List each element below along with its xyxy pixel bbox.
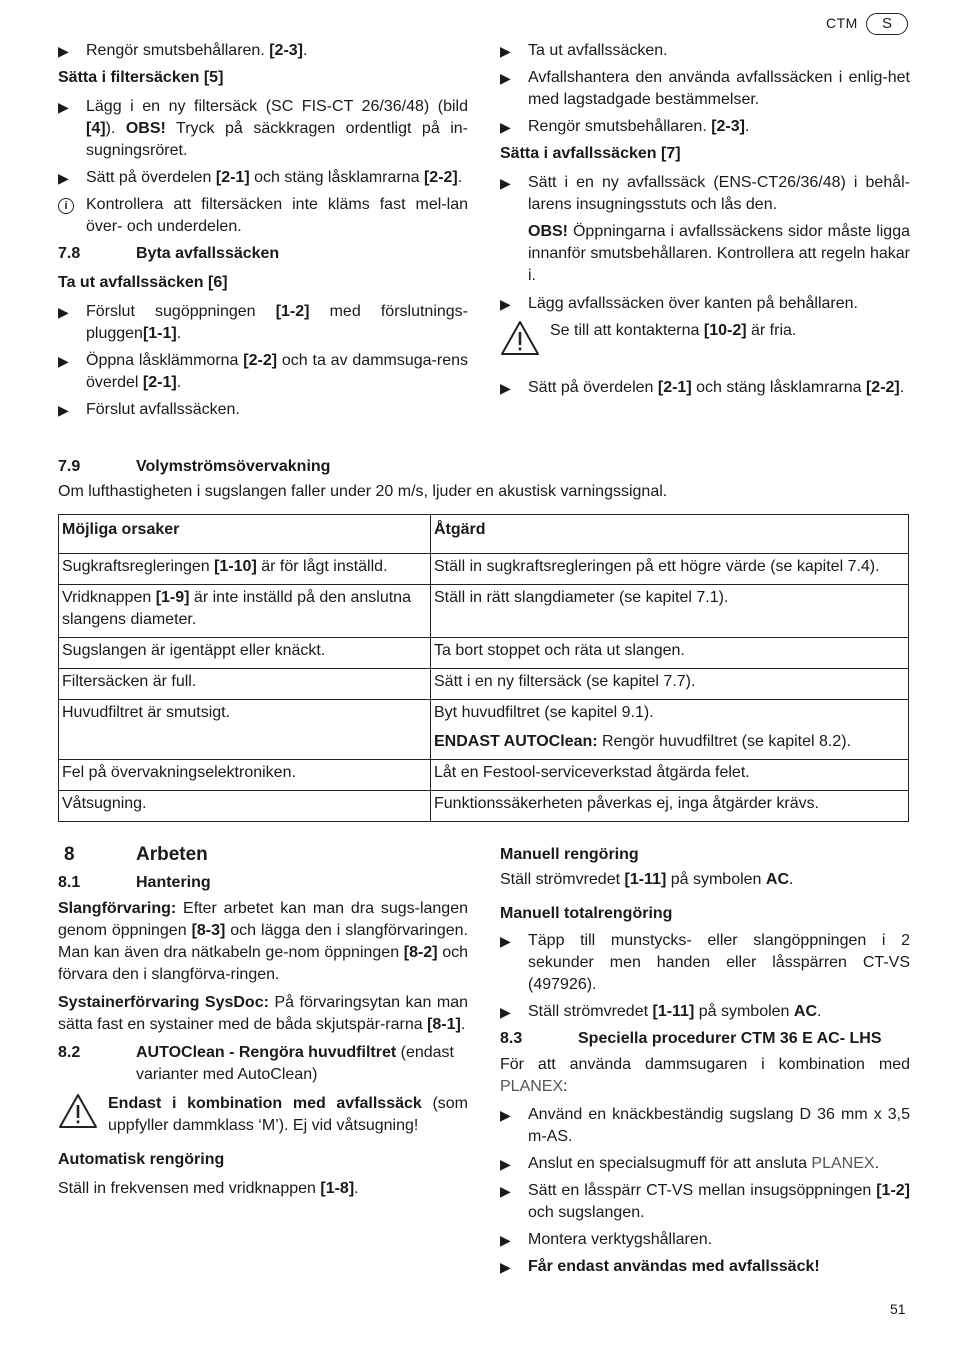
- subheading-insert: Sätta i avfallssäcken [7]: [500, 145, 681, 162]
- paragraph-auto-cleaning: Ställ in frekvensen med vridknappen [1-8].: [58, 1180, 359, 1197]
- triangle-bullet-icon: ▶: [500, 1183, 511, 1199]
- paragraph-planex: För att använda dammsugaren i kombination med PLANEX:: [500, 1056, 910, 1095]
- section-heading-7-8: 7.8 Byta avfallssäcken: [58, 245, 280, 262]
- section-intro: Om lufthastigheten i sugslangen faller under 20 m/s, ljuder en akustisk varningssignal.: [58, 483, 668, 500]
- warning-note: Se till att kontakterna [10-2] är fria.: [500, 320, 910, 363]
- bullet-item: ▶ Sätt i en ny avfallssäck (ENS-CT26/36/48) i behål-larens insugningsstuts och lås den.: [500, 172, 910, 216]
- table-header-row: [59, 515, 909, 554]
- bullet-item: ▶ Lägg i en ny filtersäck (SC FIS-CT 26/36/48) (bild [4]). OBS! Tryck på säckkragen ordentligt på in-sugningsröret.: [58, 96, 468, 162]
- subheading-filter: Sätta i filtersäcken [5]: [58, 69, 224, 86]
- subheading-manual-cleaning: Manuell rengöring: [500, 846, 639, 863]
- right-bottom-column: [500, 844, 910, 1283]
- triangle-bullet-icon: ▶: [500, 296, 511, 312]
- section-7-9: [58, 453, 909, 503]
- header-model: CTM: [826, 15, 858, 31]
- bullet-item: ▶ Ta ut avfallssäcken.: [500, 40, 910, 62]
- triangle-bullet-icon: ▶: [58, 304, 69, 320]
- bullet-item: ▶ Täpp till munstycks- eller slangöppningen i 2 sekunder men handen eller låsspärren CT-VS (497926).: [500, 930, 910, 996]
- column-header-causes: Möjliga orsaker: [59, 515, 431, 554]
- bullet-item: ▶ Sätt på överdelen [2-1] och stäng låsklamrarna [2-2].: [58, 167, 468, 189]
- bullet-item: ▶ Sätt på överdelen [2-1] och stäng låsklamrarna [2-2].: [500, 377, 910, 399]
- triangle-bullet-icon: ▶: [58, 43, 69, 59]
- bullet-item: ▶ Sätt en låsspärr CT-VS mellan insugsöppningen [1-2] och sugslangen.: [500, 1180, 910, 1224]
- triangle-bullet-icon: ▶: [500, 43, 511, 59]
- triangle-bullet-icon: ▶: [500, 1259, 511, 1275]
- section-heading-8-2: 8.2 AUTOClean - Rengöra huvudfiltret (endast varianter med AutoClean): [58, 1044, 454, 1083]
- bullet-item: ▶ Förslut sugöppningen [1-2] med förslutnings-pluggen[1-1].: [58, 301, 468, 345]
- left-top-column: [58, 40, 468, 426]
- warning-triangle-icon: [500, 320, 550, 363]
- table-row: Filtersäcken är full. Sätt i en ny filtersäck (se kapitel 7.7).: [59, 669, 909, 700]
- bullet-item: ▶ Får endast användas med avfallssäck!: [500, 1256, 910, 1278]
- table-row: Sugkraftsregleringen [1-10] är för lågt inställd. Ställ in sugkraftsregleringen på ett högre värde (se kapitel 7.4).: [59, 554, 909, 585]
- bullet-item: ▶ Anslut en specialsugmuff för att ansluta PLANEX.: [500, 1153, 910, 1175]
- paragraph-systainer: Systainerförvaring SysDoc: På förvaringsytan kan man sätta fast en systainer med de båda skjutspär-rarna [8-1].: [58, 994, 469, 1033]
- left-bottom-column: [58, 844, 468, 1206]
- subheading-auto-cleaning: Automatisk rengöring: [58, 1151, 225, 1168]
- section-heading-8: 8 Arbeten: [64, 844, 208, 865]
- table-row: Huvudfiltret är smutsigt. Byt huvudfiltret (se kapitel 9.1). ENDAST AUTOClean: Rengör huvudfiltret (se kapitel 8.2).: [59, 700, 909, 760]
- table-row: Fel på övervakningselektroniken. Låt en Festool-serviceverkstad åtgärda felet.: [59, 760, 909, 791]
- bullet-item: ▶ Lägg avfallssäcken över kanten på behållaren.: [500, 293, 910, 315]
- triangle-bullet-icon: ▶: [500, 933, 511, 949]
- warning-note: Endast i kombination med avfallssäck (som uppfyller dammklass ‘M’). Ej vid våtsugning!: [58, 1093, 468, 1137]
- language-badge: S: [866, 13, 908, 35]
- section-heading-7-9: 7.9 Volymströmsövervakning: [58, 458, 331, 475]
- troubleshooting-table: [58, 514, 909, 822]
- paragraph-manual-cleaning: Ställ strömvredet [1-11] på symbolen AC.: [500, 871, 794, 888]
- column-header-action: Åtgärd: [431, 515, 909, 554]
- triangle-bullet-icon: ▶: [58, 402, 69, 418]
- triangle-bullet-icon: ▶: [500, 1232, 511, 1248]
- bullet-item: ▶ Avfallshantera den använda avfallssäcken i enlig-het med lagstadgade bestämmelser.: [500, 67, 910, 111]
- section-heading-8-1: 8.1 Hantering: [58, 874, 211, 891]
- bullet-item: ▶ Rengör smutsbehållaren. [2-3].: [500, 116, 910, 138]
- triangle-bullet-icon: ▶: [500, 1107, 511, 1123]
- table-row: Sugslangen är igentäppt eller knäckt. Ta bort stoppet och räta ut slangen.: [59, 638, 909, 669]
- bullet-item: ▶ Montera verktygshållaren.: [500, 1229, 910, 1251]
- triangle-bullet-icon: ▶: [58, 99, 69, 115]
- triangle-bullet-icon: ▶: [500, 70, 511, 86]
- info-icon: i: [58, 198, 74, 214]
- subheading-total-cleaning: Manuell totalrengöring: [500, 905, 673, 922]
- bullet-item: ▶ Använd en knäckbeständig sugslang D 36 mm x 3,5 m-AS.: [500, 1104, 910, 1148]
- right-top-column: [500, 40, 910, 404]
- triangle-bullet-icon: ▶: [500, 119, 511, 135]
- triangle-bullet-icon: ▶: [500, 380, 511, 396]
- bullet-item: ▶ Ställ strömvredet [1-11] på symbolen AC.: [500, 1001, 910, 1023]
- bullet-item: ▶ Förslut avfallssäcken.: [58, 399, 468, 421]
- paragraph-hose-storage: Slangförvaring: Efter arbetet kan man dra sugs-langen genom öppningen [8-3] och lägga den i slangförvaringen. Man kan även dra nätkabeln ge-nom öppningen [8-2] och förvara den i slangförva-ringen.: [58, 900, 468, 983]
- triangle-bullet-icon: ▶: [500, 1156, 511, 1172]
- subheading-remove: Ta ut avfallssäcken [6]: [58, 274, 228, 291]
- bullet-item: ▶ Öppna låsklämmorna [2-2] och ta av dammsuga-rens överdel [2-1].: [58, 350, 468, 394]
- triangle-bullet-icon: ▶: [58, 170, 69, 186]
- triangle-bullet-icon: ▶: [58, 353, 69, 369]
- page-number: 51: [890, 1301, 906, 1317]
- table-row: Våtsugning. Funktionssäkerheten påverkas ej, inga åtgärder krävs.: [59, 791, 909, 822]
- warning-triangle-icon: [58, 1093, 108, 1137]
- table-row: Vridknappen [1-9] är inte inställd på den anslutna slangens diameter. Ställ in rätt slangdiameter (se kapitel 7.1).: [59, 585, 909, 638]
- triangle-bullet-icon: ▶: [500, 1004, 511, 1020]
- obs-note: OBS! Öppningarna i avfallssäckens sidor måste ligga innanför smutsbehållaren. Kontrollera att regeln hakar i.: [528, 223, 910, 284]
- info-note: i Kontrollera att filtersäcken inte kläms fast mel-lan över- och underdelen.: [58, 194, 468, 238]
- triangle-bullet-icon: ▶: [500, 175, 511, 191]
- bullet-item: ▶ Rengör smutsbehållaren. [2-3].: [58, 40, 468, 62]
- section-heading-8-3: 8.3 Speciella procedurer CTM 36 E AC- LHS: [500, 1030, 882, 1047]
